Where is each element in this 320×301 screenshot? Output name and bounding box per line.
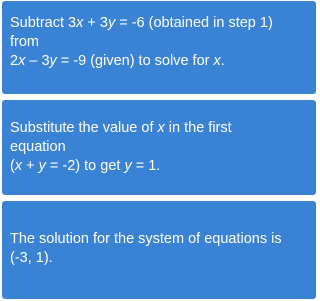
- step-1-line-1: [10, 14, 310, 33]
- variable-y: y: [38, 158, 46, 174]
- step-card-3[interactable]: [2, 201, 316, 299]
- variable-x: x: [76, 15, 84, 31]
- step-2-line-3: [10, 157, 310, 176]
- text-segment: equation: [10, 139, 66, 155]
- step-3-line-1: [10, 230, 310, 249]
- variable-x: x: [14, 158, 23, 174]
- text-segment: = -9 (given) to solve for: [56, 53, 214, 69]
- text-segment: = -2) to get: [45, 158, 125, 174]
- text-segment: .: [220, 53, 225, 69]
- text-segment: – 3: [25, 53, 50, 69]
- text-segment: + 3: [83, 15, 108, 31]
- text-segment: = 1.: [131, 158, 161, 174]
- step-2-line-1: [10, 119, 310, 138]
- variable-x: x: [18, 53, 26, 69]
- text-segment: +: [22, 158, 39, 174]
- text-segment: from: [10, 34, 39, 50]
- variable-y: y: [49, 53, 57, 69]
- variable-x: x: [213, 53, 221, 69]
- text-segment: in the first: [164, 120, 232, 136]
- step-2-line-2: [10, 138, 310, 157]
- step-1-line-3: [10, 52, 310, 71]
- variable-y: y: [107, 15, 116, 31]
- text-segment: = -6 (obtained in step 1): [115, 15, 273, 31]
- text-segment: 2: [10, 53, 19, 69]
- text-segment: Substitute the value of: [10, 120, 158, 136]
- text-segment: The solution for the system of equations is: [10, 231, 282, 247]
- step-card-1[interactable]: [2, 1, 316, 94]
- text-segment: Subtract 3: [10, 15, 77, 31]
- step-1-line-2: [10, 33, 310, 52]
- step-3-line-2: [10, 249, 310, 268]
- step-card-2[interactable]: [2, 100, 316, 195]
- text-segment: (: [10, 158, 15, 174]
- variable-y: y: [124, 158, 132, 174]
- text-segment: (-3, 1).: [10, 250, 53, 266]
- variable-x: x: [157, 120, 165, 136]
